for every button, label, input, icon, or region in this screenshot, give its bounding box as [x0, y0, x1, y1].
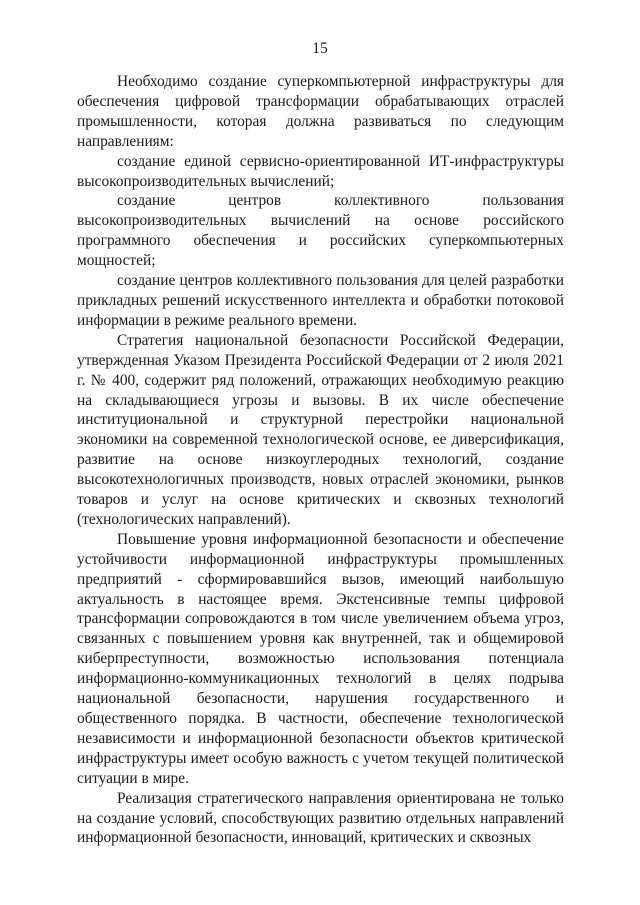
paragraph-strategic-direction: Реализация стратегического направления ориентирована не только на создание условий, способствующих развитию отдельных направлений информационной безопасности, инноваций, критических и сквозных: [77, 789, 564, 847]
paragraph-hpc-centers: создание центров коллективного пользования высокопроизводительных вычислений на основе российского программного обеспечения и российских суперкомпьютерных мощностей;: [77, 192, 564, 270]
paragraph-ai-centers: создание центров коллективного пользования для целей разработки прикладных решений искусственного интеллекта и обработки потоковой информации в режиме реального времени.: [77, 272, 564, 329]
paragraph-information-security: Повышение уровня информационной безопасности и обеспечение устойчивости информационной инфраструктуры промышленных предприятий - сформировавшийся вызов, имеющий наибольшую актуальность в настоящее время. Экстенсивные темпы цифровой трансформации сопровождаются в том числе увеличением объема угроз, связанных с повышением уровня как внутренней, так и общемировой киберпреступности, возможностью использования потенциала информационно-коммуникационных технологий в целях подрыва национальной безопасности, нарушения государственного и общественного порядка. В частности, обеспечение технологической независимости и информационной безопасности объектов критической инфраструктуры имеет особую важность с учетом текущей политической ситуации в мире.: [77, 530, 564, 787]
document-body: [77, 72, 564, 848]
paragraph-national-security-strategy: Стратегия национальной безопасности Российской Федерации, утвержденная Указом Президента Российской Федерации от 2 июля 2021 г. № 400, содержит ряд положений, отражающих необходимую реакцию на складывающиеся угрозы и вызовы. В их числе обеспечение институциональной и структурной перестройки национальной экономики на современной технологической основе, ее диверсификация, развитие на основе низкоуглеродных технологий, создание высокотехнологичных производств, новых отраслей экономики, рынков товаров и услуг на основе критических и сквозных технологий (технологических направлений).: [77, 331, 564, 528]
paragraph-supercomputer-intro: Необходимо создание суперкомпьютерной инфраструктуры для обеспечения цифровой трансформации обрабатывающих отраслей промышленности, которая должна развиваться по следующим направлениям:: [77, 73, 564, 150]
page-number: 15: [312, 40, 328, 57]
paragraph-it-infrastructure: создание единой сервисно-ориентированной ИТ-инфраструктуры высокопроизводительных вычислений;: [77, 152, 564, 190]
